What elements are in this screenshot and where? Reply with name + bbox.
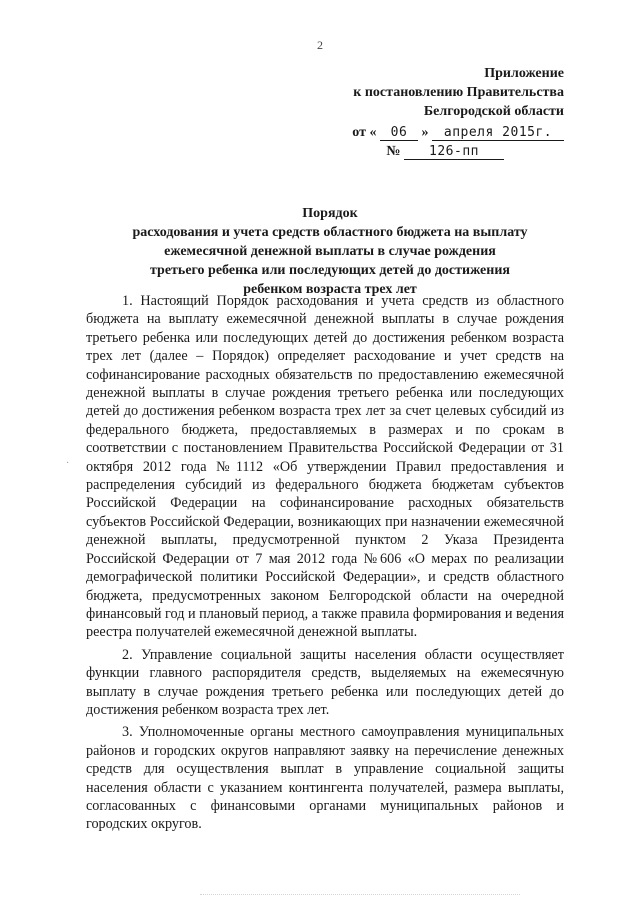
- page-number: 2: [317, 38, 323, 52]
- paragraph-2: 2. Управление социальной защиты населения области осуществляет функции главного распорядителя средств, выделяемых на ежемесячную выплату в случае рождения третьего ребенка или последующих детей до достижения ребенком возраста трех лет.: [86, 646, 564, 718]
- appendix-region-line: Белгородской области: [423, 104, 564, 119]
- appendix-date-line: [264, 123, 564, 142]
- paragraph-1: 1. Настоящий Порядок расходования и учета средств из областного бюджета на выплату ежемесячной денежной выплаты в случае рождения третьего ребенка или последующих детей до достижения ребенком возраста трех лет (далее – Порядок) определяет расходование и учет средств на софинансирование расходных обязательств по предоставлению ежемесячной денежной выплаты в случае рождения третьего ребенка или последующих детей до достижения ребенком возраста трех лет за счет целевых субсидий из федерального бюджета, предоставляемых в размерах и по срокам в соответствии с постановлением Правительства Российской Федерации от 31 октября 2012 года №1112 «Об утверждении Правил предоставления и распределения субсидий из федерального бюджета бюджетам субъектов Российской Федерации на софинансирование расходных обязательств субъектов Российской Федерации, возникающих при назначении ежемесячной денежной выплаты, предусмотренной пунктом 2 Указа Президента Российской Федерации от 7 мая 2012 года №606 «О мерах по реализации демографической политики Российской Федерации», и средств областного бюджета, предусмотренных законом Белгородской области на очередной финансовый год и плановый период, а также правила формирования и ведения реестра получателей ежемесячной денежной выплаты.: [86, 293, 564, 641]
- appendix-title: Приложение: [484, 66, 564, 81]
- document-title: [100, 204, 560, 299]
- date-prefix: от «: [352, 125, 377, 140]
- margin-mark: ·: [66, 458, 70, 469]
- date-separator: »: [421, 125, 429, 140]
- document-body: [86, 292, 564, 838]
- appendix-header: [264, 64, 564, 161]
- title-line-4: третьего ребенка или последующих детей до достижения: [150, 263, 510, 278]
- date-day: 06: [380, 125, 418, 141]
- paragraph-3: 3. Уполномоченные органы местного самоуправления муниципальных районов и городских округов направляют заявку на перечисление денежных средств для осуществления выплат в управление социальной защиты населения области с указанием контингента получателей, размера выплаты, согласованных с финансовыми органами муниципальных районов и городских округов.: [86, 724, 564, 833]
- scan-bottom-edge: [200, 894, 520, 901]
- number-prefix: №: [386, 144, 401, 159]
- appendix-number-line: [264, 142, 564, 161]
- appendix-resolution-line: к постановлению Правительства: [353, 85, 564, 100]
- title-line-1: Порядок: [302, 206, 358, 221]
- title-line-2: расходования и учета средств областного бюджета на выплату: [132, 225, 528, 240]
- title-line-3: ежемесячной денежной выплаты в случае рождения: [164, 244, 496, 259]
- document-number: 126-пп: [404, 144, 504, 160]
- date-month-year: апреля 2015г.: [432, 125, 564, 141]
- title-line-5: ребенком возраста трех лет: [243, 282, 417, 297]
